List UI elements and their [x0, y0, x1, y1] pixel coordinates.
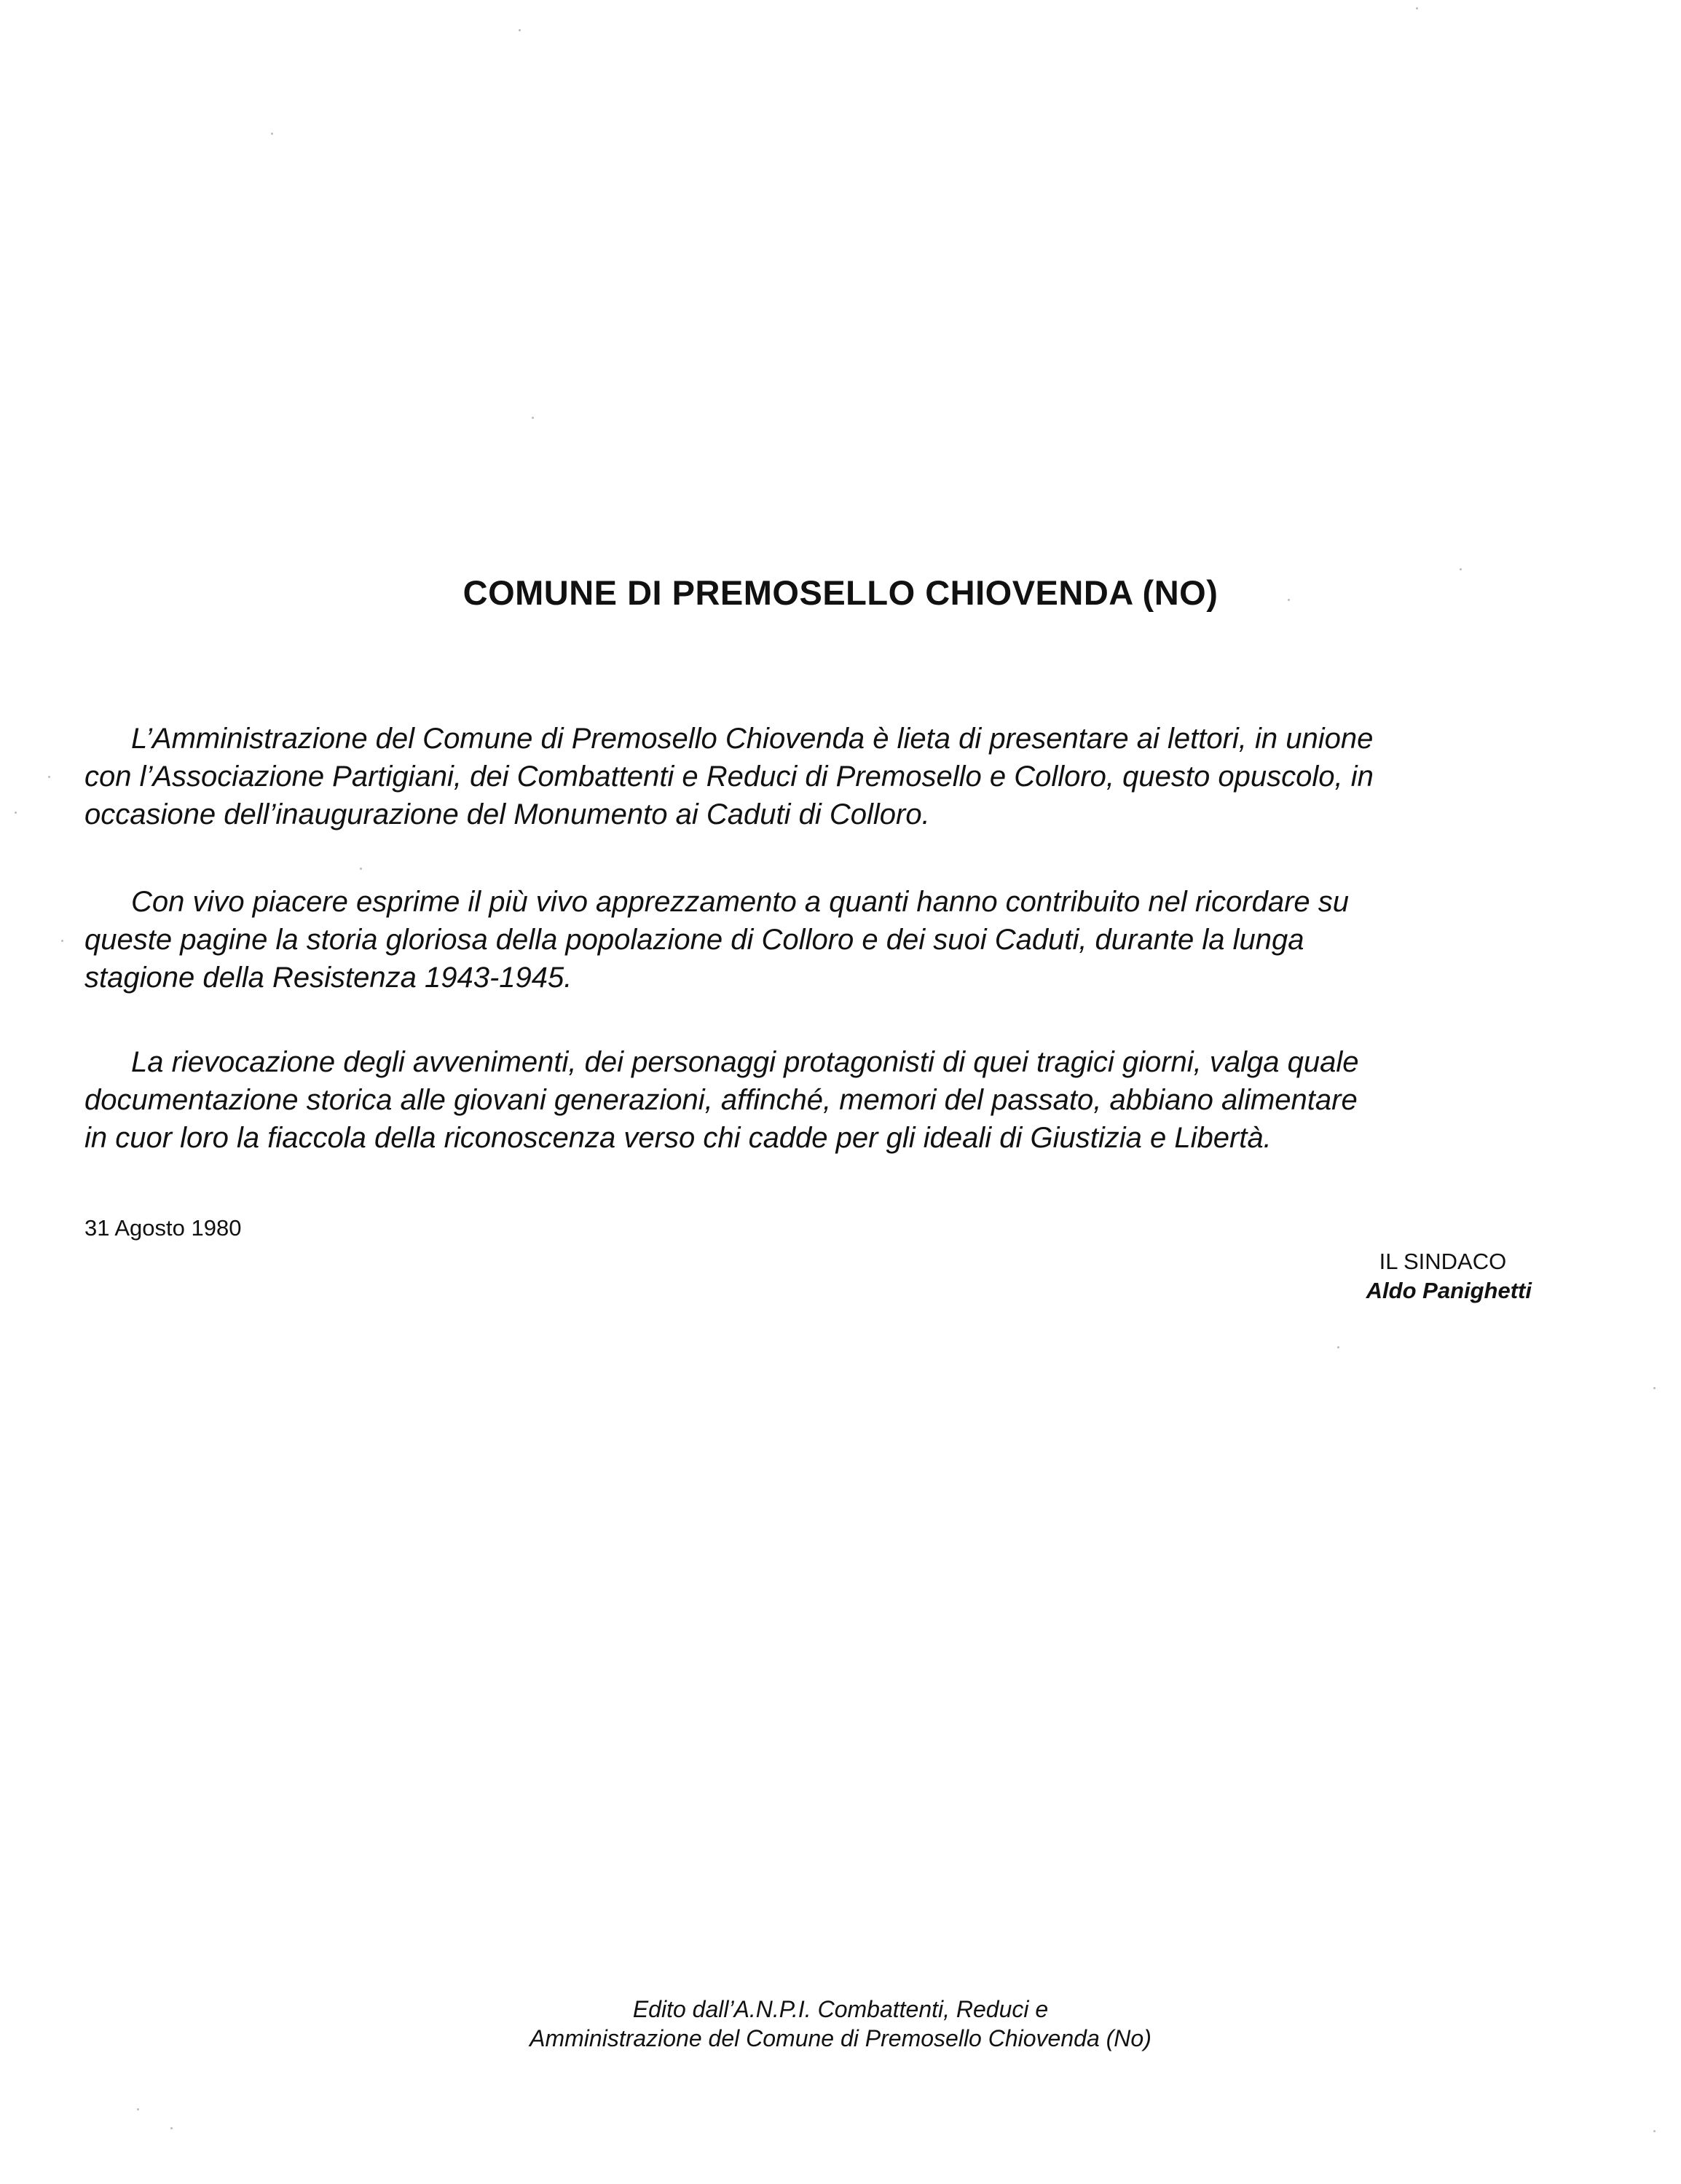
paragraph-introduction [84, 720, 1534, 833]
footer-line: Edito dall’A.N.P.I. Combattenti, Reduci e [632, 1996, 1049, 2022]
scan-speck [1653, 2130, 1656, 2132]
paragraph-line: stagione della Resistenza 1943-1945. [84, 962, 572, 994]
scan-speck [1337, 1346, 1339, 1348]
document-date: 31 Agosto 1980 [84, 1215, 242, 1241]
scan-speck [1416, 7, 1418, 9]
paragraph-remembrance [84, 1043, 1534, 1157]
scan-speck [137, 2108, 139, 2110]
paragraph-line: occasione dell’inaugurazione del Monumento ai Caduti di Colloro. [84, 798, 930, 830]
scan-speck [1460, 568, 1462, 570]
paragraph-line: L’Amministrazione del Comune di Premosello Chiovenda è lieta di presentare ai lettori, in unione [131, 723, 1374, 755]
scan-speck [15, 812, 17, 814]
scan-speck [61, 940, 63, 942]
paragraph-line: La rievocazione degli avvenimenti, dei personaggi protagonisti di quei tragici giorni, valga quale [131, 1046, 1359, 1078]
signature-name: Aldo Panighetti [1366, 1278, 1532, 1303]
footer-line: Amministrazione del Comune di Premosello Chiovenda (No) [530, 2025, 1151, 2051]
paragraph-line: in cuor loro la fiaccola della riconoscenza verso chi cadde per gli ideali di Giustizia e Libertà. [84, 1122, 1272, 1154]
paragraph-appreciation [84, 883, 1534, 997]
scan-speck [48, 776, 50, 778]
scan-speck [1653, 1387, 1656, 1389]
scan-speck [360, 868, 362, 870]
paragraph-line: documentazione storica alle giovani generazioni, affinché, memori del passato, abbiano alimentare [84, 1084, 1358, 1116]
scan-speck [532, 417, 534, 419]
scan-speck [519, 29, 521, 31]
scan-speck [271, 133, 273, 135]
paragraph-line: Con vivo piacere esprime il più vivo apprezzamento a quanti hanno contribuito nel ricordare su [131, 886, 1350, 918]
document-title: COMUNE DI PREMOSELLO CHIOVENDA (NO) [462, 573, 1219, 612]
scan-speck [1288, 599, 1290, 601]
paragraph-line: queste pagine la storia gloriosa della popolazione di Colloro e dei suoi Caduti, durante la lunga [84, 924, 1304, 956]
scan-speck [170, 2127, 173, 2129]
signature-block [1366, 1247, 1532, 1305]
signature-role: IL SINDACO [1379, 1249, 1507, 1274]
paragraph-line: con l’Associazione Partigiani, dei Combattenti e Reduci di Premosello e Colloro, questo opuscolo, in [84, 761, 1374, 793]
publisher-footer [0, 1995, 1681, 2053]
